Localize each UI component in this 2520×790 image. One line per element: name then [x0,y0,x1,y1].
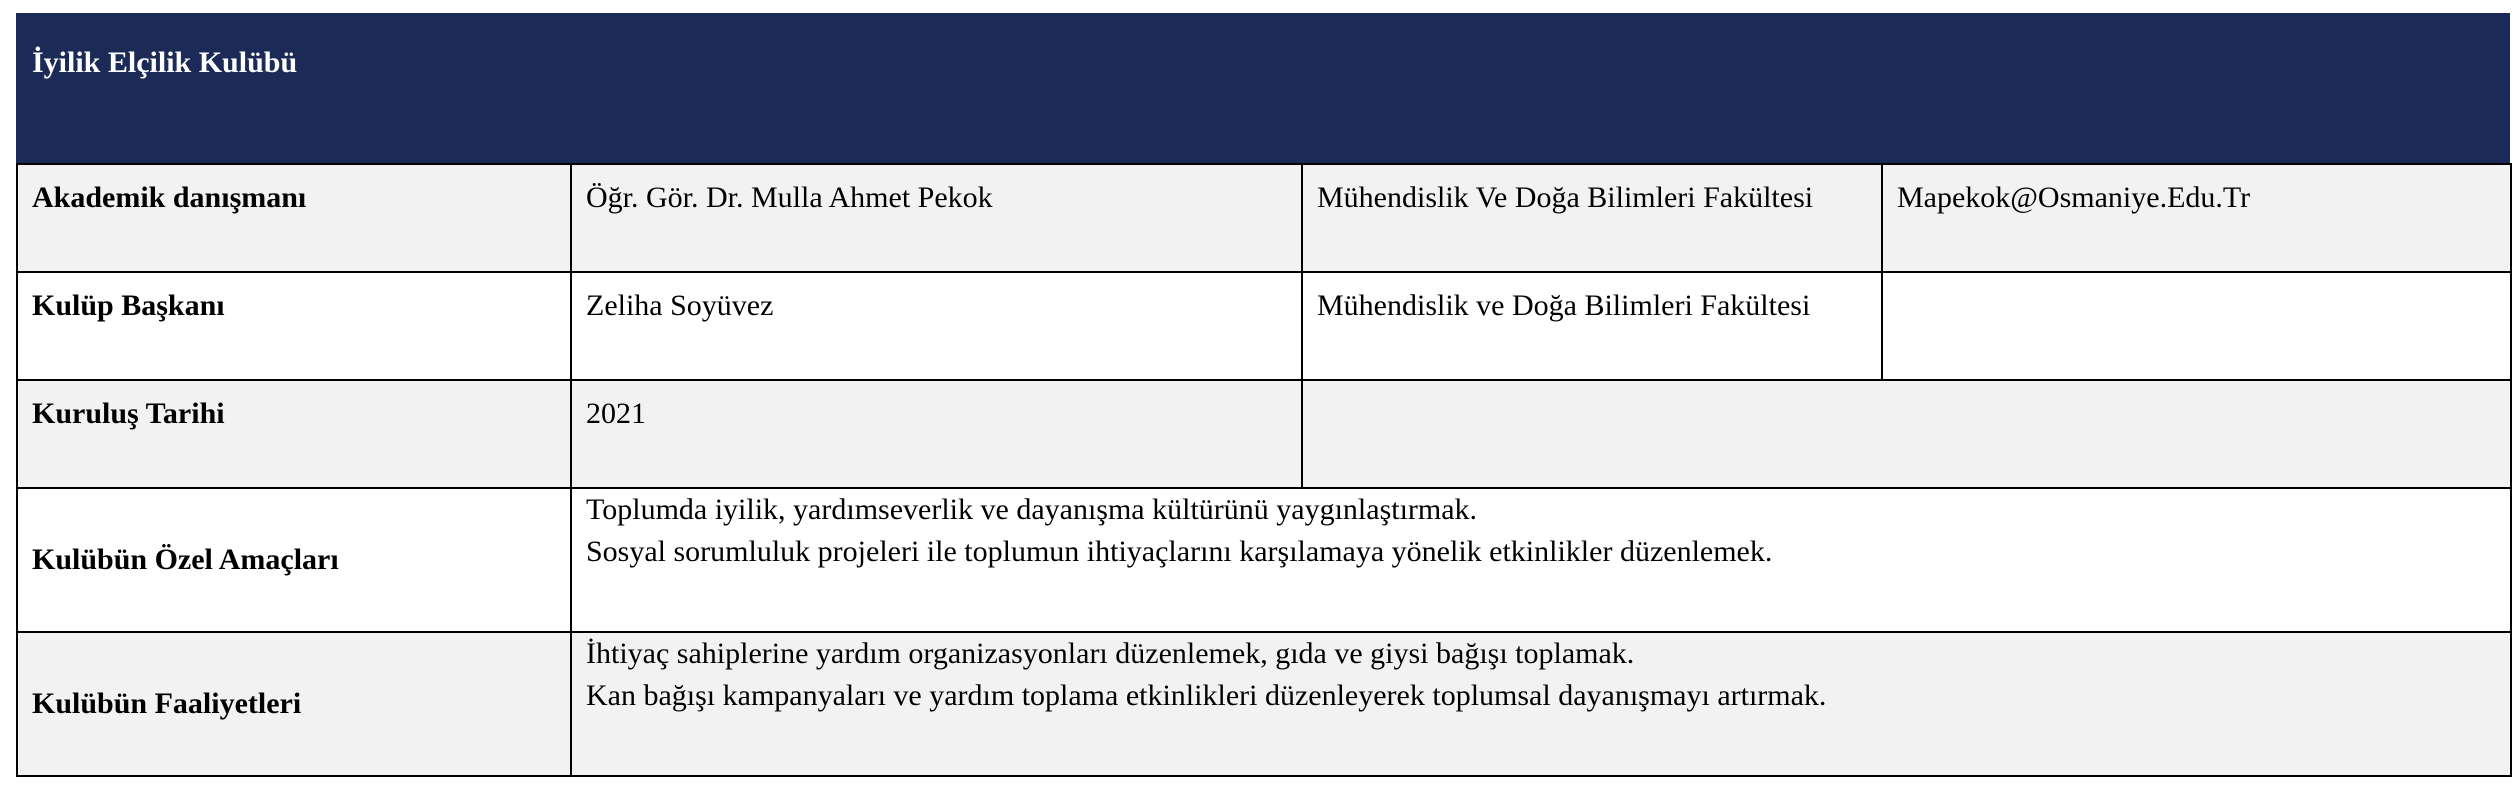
goals-label: Kulübün Özel Amaçları [17,488,571,632]
founded-empty-cell [1302,380,2511,488]
club-info-table [16,163,2512,777]
advisor-label: Akademik danışmanı [17,164,571,272]
title-bar [16,13,2510,163]
activities-text [571,632,2511,776]
president-label: Kulüp Başkanı [17,272,571,380]
activities-line-2: Kan bağışı kampanyaları ve yardım toplama etkinlikleri düzenleyerek toplumsal dayanışmayı artırmak. [586,679,1827,712]
founded-label: Kuruluş Tarihi [17,380,571,488]
club-title: İyilik Elçilik Kulübü [32,46,298,79]
activities-line-1: İhtiyaç sahiplerine yardım organizasyonları düzenlemek, gıda ve giysi bağışı toplamak. [586,637,1635,670]
president-faculty: Mühendislik ve Doğa Bilimleri Fakültesi [1302,272,1882,380]
goals-line-1: Toplumda iyilik, yardımseverlik ve dayanışma kültürünü yaygınlaştırmak. [586,493,1478,526]
club-info-sheet [16,13,2510,777]
president-email [1882,272,2511,380]
advisor-email[interactable]: Mapekok@Osmaniye.Edu.Tr [1882,164,2511,272]
table-row-activities [17,632,2511,776]
advisor-faculty: Mühendislik Ve Doğa Bilimleri Fakültesi [1302,164,1882,272]
goals-text [571,488,2511,632]
table-row-president [17,272,2511,380]
advisor-name: Öğr. Gör. Dr. Mulla Ahmet Pekok [571,164,1302,272]
table-row-advisor [17,164,2511,272]
founded-value: 2021 [571,380,1302,488]
activities-label: Kulübün Faaliyetleri [17,632,571,776]
goals-line-2: Sosyal sorumluluk projeleri ile toplumun ihtiyaçlarını karşılamaya yönelik etkinlikler düzenlemek. [586,535,1773,568]
table-row-founded [17,380,2511,488]
table-row-goals [17,488,2511,632]
president-name: Zeliha Soyüvez [571,272,1302,380]
